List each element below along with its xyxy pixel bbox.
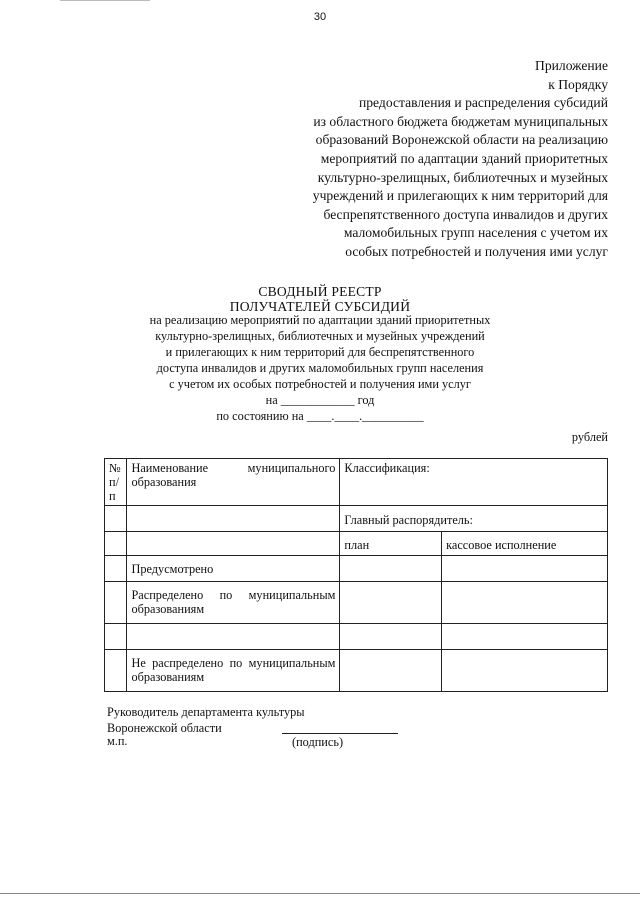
register-year-line: на ____________ год — [265, 393, 375, 407]
table-cell — [340, 582, 442, 624]
register-title — [0, 284, 640, 314]
main-manager-cell: Главный распорядитель: — [340, 506, 608, 532]
table-row — [105, 582, 608, 624]
register-subtitle-line: доступа инвалидов и других маломобильных групп населения — [156, 361, 484, 375]
row-distributed: Распределено по муниципальным образованиям — [127, 582, 340, 624]
register-subtitle — [0, 312, 640, 424]
appendix-line: культурно-зрелищных, библиотечных и музейных — [317, 169, 608, 185]
table-cell — [340, 650, 442, 692]
table-cell — [127, 624, 340, 650]
table-cell — [105, 532, 127, 556]
table-header-row — [105, 459, 608, 506]
table-row — [105, 556, 608, 582]
registry-table — [104, 458, 608, 692]
stamp-place-label: м.п. — [107, 734, 128, 748]
table-cell — [340, 556, 442, 582]
appendix-line: особых потребностей и получения ими услуг — [345, 243, 608, 259]
header-municipality: Наименование муниципального образования — [127, 459, 340, 506]
table-cell — [105, 650, 127, 692]
column-plan: план — [340, 532, 442, 556]
scan-artifact-mark — [60, 0, 150, 1]
register-title-line: ПОЛУЧАТЕЛЕЙ СУБСИДИЙ — [229, 299, 411, 314]
appendix-line: образований Воронежской области на реализацию — [315, 132, 608, 148]
table-cell — [127, 532, 340, 556]
table-cell — [442, 624, 608, 650]
register-subtitle-line: на реализацию мероприятий по адаптации зданий приоритетных — [149, 313, 491, 327]
register-date-line: по состоянию на ____.____.__________ — [216, 409, 424, 423]
table-cell — [127, 506, 340, 532]
appendix-line: Приложение — [535, 58, 608, 73]
signer-title: Руководитель департамента культуры — [107, 705, 305, 719]
table-cell — [442, 582, 608, 624]
signature-caption: (подпись) — [292, 735, 344, 749]
page-number: 30 — [313, 11, 327, 23]
table-cell — [105, 582, 127, 624]
appendix-line: мероприятий по адаптации зданий приоритетных — [320, 150, 608, 166]
appendix-line: из областного бюджета бюджетам муниципальных — [313, 113, 608, 129]
table-cell — [442, 556, 608, 582]
appendix-line: предоставления и распределения субсидий — [358, 95, 608, 111]
scan-bottom-edge — [0, 893, 640, 894]
table-row — [105, 506, 608, 532]
row-provided: Предусмотрено — [127, 556, 340, 582]
header-number: № п/п — [105, 459, 127, 506]
signature-line — [282, 733, 398, 734]
row-not-distributed: Не распределено по муниципальным образованиям — [127, 650, 340, 692]
column-cash-execution: кассовое исполнение — [442, 532, 608, 556]
appendix-line: учреждений и прилегающих к ним территорий для — [312, 188, 608, 204]
register-subtitle-line: культурно-зрелищных, библиотечных и музейных учреждений — [155, 329, 485, 343]
signature-block — [107, 705, 427, 736]
table-row — [105, 532, 608, 556]
table-cell — [105, 506, 127, 532]
appendix-line: беспрепятственного доступа инвалидов и других — [323, 206, 608, 222]
table-cell — [105, 556, 127, 582]
appendix-block — [248, 57, 608, 262]
table-row — [105, 624, 608, 650]
register-subtitle-line: с учетом их особых потребностей и получения ими услуг — [169, 377, 471, 391]
appendix-line: к Порядку — [548, 76, 608, 92]
table-cell — [442, 650, 608, 692]
table-row — [105, 650, 608, 692]
register-title-line: СВОДНЫЙ РЕЕСТР — [258, 284, 382, 299]
appendix-line: маломобильных групп населения с учетом их — [343, 225, 608, 241]
currency-unit: рублей — [571, 430, 608, 444]
table-cell — [340, 624, 442, 650]
signer-region: Воронежской области — [107, 720, 222, 735]
register-subtitle-line: и прилегающих к ним территорий для беспрепятственного — [165, 345, 475, 359]
table-cell — [105, 624, 127, 650]
header-classification: Классификация: — [340, 459, 608, 506]
